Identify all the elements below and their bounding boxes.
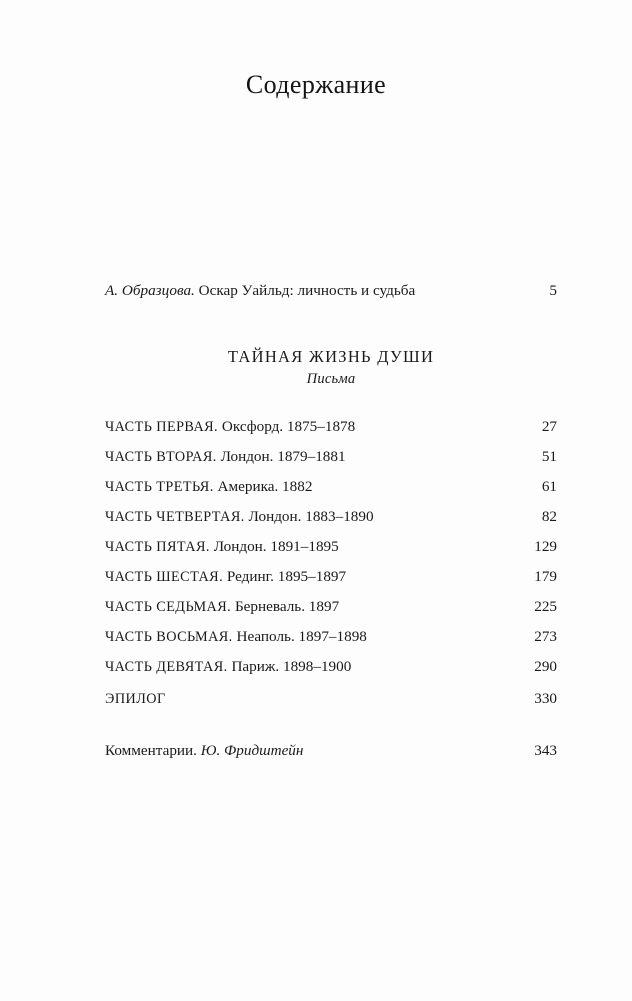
section-subtitle: Письма [306, 371, 356, 387]
toc-entry-part-name: ЧАСТЬ ПЯТАЯ. [105, 539, 210, 555]
toc-entry-label [105, 276, 415, 305]
toc-entry-part[interactable] [105, 562, 557, 592]
commentary-author: Ю. Фридштейн [196, 742, 304, 759]
dot-leader [170, 688, 525, 703]
toc-entry-part-name: ЧАСТЬ ДЕВЯТАЯ. [105, 659, 228, 675]
toc-entry-label: ЭПИЛОГ [105, 691, 166, 707]
toc-entry-page-number: 179 [534, 568, 557, 585]
toc-entry-part[interactable] [105, 442, 557, 472]
intro-title: Оскар Уайльд: личность и судьба [194, 282, 416, 299]
toc-entry-page-number: 290 [534, 658, 557, 675]
commentary-label: Комментарии. [105, 742, 197, 759]
toc-entry-label [105, 652, 351, 682]
toc-entry-label [105, 442, 346, 472]
dot-leader [421, 280, 513, 295]
dot-leader [373, 626, 525, 641]
section-heading [105, 345, 557, 390]
toc-entry-page-number: 225 [534, 598, 557, 615]
toc-entry-part-detail: Неаполь. 1897–1898 [232, 628, 367, 645]
toc-entry-intro[interactable] [105, 276, 557, 305]
toc-entry-part-name: ЧАСТЬ СЕДЬМАЯ. [105, 599, 232, 615]
toc-entry-part-detail: Лондон. 1891–1895 [209, 538, 339, 555]
toc-entry-part-detail: Америка. 1882 [213, 478, 313, 495]
dot-leader [352, 566, 525, 581]
toc-entry-label [105, 622, 367, 652]
toc-entry-part[interactable] [105, 622, 557, 652]
dot-leader [361, 416, 516, 431]
toc-entry-part-detail: Оксфорд. 1875–1878 [218, 418, 356, 435]
toc-entry-commentary[interactable] [105, 736, 557, 765]
dot-leader [357, 656, 525, 671]
toc-entry-part-detail: Берневаль. 1897 [231, 598, 340, 615]
toc-entry-part[interactable] [105, 592, 557, 622]
toc-entry-label [105, 736, 303, 765]
toc-entry-part[interactable] [105, 412, 557, 442]
toc-entry-part-detail: Лондон. 1883–1890 [244, 508, 374, 525]
toc-entry-part-name: ЧАСТЬ ЧЕТВЕРТАЯ. [105, 509, 245, 525]
toc-entry-page-number: 129 [534, 538, 557, 555]
toc-entry-label [105, 502, 374, 532]
toc-entry-page-number: 330 [534, 690, 557, 707]
toc-entry-label [105, 532, 339, 562]
toc-entry-part[interactable] [105, 532, 557, 562]
toc-entry-page-number: 343 [534, 742, 557, 759]
dot-leader [345, 596, 525, 611]
toc-entry-part-detail: Лондон. 1879–1881 [216, 448, 346, 465]
toc-entry-part-name: ЧАСТЬ ТРЕТЬЯ. [105, 479, 214, 495]
page-title: Содержание [245, 70, 387, 99]
intro-author: А. Образцова. [105, 282, 195, 299]
toc-entry-label [105, 562, 346, 592]
toc-entry-part[interactable] [105, 502, 557, 532]
toc-entry-part-name: ЧАСТЬ ШЕСТАЯ. [105, 569, 224, 585]
toc-entry-part-name: ЧАСТЬ ПЕРВАЯ. [105, 419, 219, 435]
toc-entry-epilog[interactable] [105, 684, 557, 714]
toc-entry-part-detail: Рединг. 1895–1897 [223, 568, 347, 585]
dot-leader [352, 446, 516, 461]
toc-entry-part-name: ЧАСТЬ ВОСЬМАЯ. [105, 629, 233, 645]
dot-leader [313, 740, 525, 755]
dot-leader [318, 476, 516, 491]
toc-parts-list [105, 412, 557, 682]
toc-entry-label [105, 472, 312, 502]
toc-entry-part-detail: Париж. 1898–1900 [227, 658, 352, 675]
toc-entry-part-name: ЧАСТЬ ВТОРАЯ. [105, 449, 217, 465]
toc-entry-page-number: 51 [541, 448, 557, 465]
toc-entry-label [105, 412, 355, 442]
dot-leader [345, 536, 525, 551]
toc-entry-label [105, 592, 339, 622]
toc-entry-page-number: 61 [541, 478, 557, 495]
toc-entry-page-number: 273 [534, 628, 557, 645]
toc-entry-page-number: 82 [541, 508, 557, 525]
dot-leader [380, 506, 516, 521]
toc-list [105, 276, 557, 765]
toc-entry-page-number: 5 [549, 282, 557, 299]
toc-entry-part[interactable] [105, 472, 557, 502]
section-title: ТАЙНАЯ ЖИЗНЬ ДУШИ [227, 347, 435, 366]
toc-entry-part[interactable] [105, 652, 557, 682]
toc-entry-page-number: 27 [541, 418, 557, 435]
